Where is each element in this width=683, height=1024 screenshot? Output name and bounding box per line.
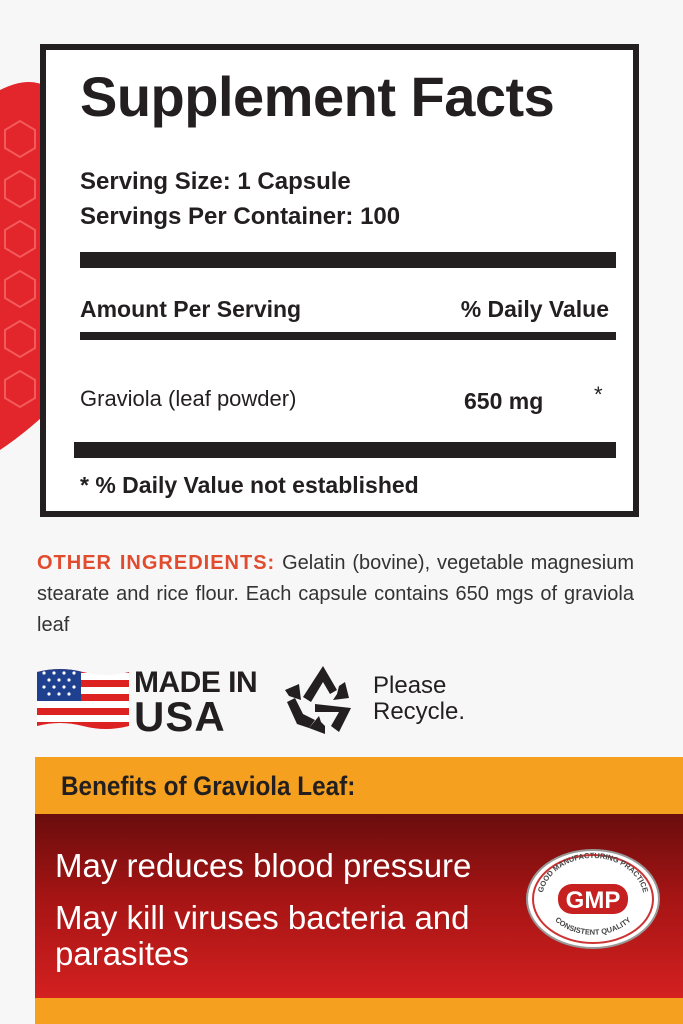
other-ingredients-label: OTHER INGREDIENTS: bbox=[37, 552, 276, 574]
made-in-text: MADE IN bbox=[134, 666, 258, 699]
footnote: * % Daily Value not established bbox=[80, 472, 419, 498]
recycle-line-2: Recycle. bbox=[373, 698, 466, 725]
footer-band bbox=[35, 998, 683, 1024]
amount-header: Amount Per Serving bbox=[80, 296, 302, 322]
gmp-seal-icon bbox=[524, 848, 662, 950]
other-ingredients-text: Gelatin (bovine), vegetable magnesium stearate and rice flour. Each capsule contains 650 mgs of graviola leaf bbox=[37, 552, 634, 636]
benefit-item: May kill viruses bacteria and parasites bbox=[55, 899, 470, 972]
recycle-line-1: Please bbox=[373, 672, 447, 699]
ingredient-daily-value: * bbox=[594, 382, 603, 407]
benefits-title: Benefits of Graviola Leaf: bbox=[61, 771, 356, 801]
gmp-top-text: GOOD MANUFACTURING PRACTICE bbox=[535, 850, 651, 894]
serving-info bbox=[80, 164, 400, 234]
benefit-item: May reduces blood pressure bbox=[55, 847, 472, 884]
servings-per-container: Servings Per Container: 100 bbox=[80, 203, 401, 230]
supplement-facts-panel bbox=[40, 44, 639, 517]
please-recycle-text bbox=[373, 673, 465, 725]
panel-title: Supplement Facts bbox=[80, 65, 555, 128]
serving-size: Serving Size: 1 Capsule bbox=[80, 168, 351, 195]
divider bbox=[74, 442, 616, 458]
gmp-bottom-text: CONSISTENT QUALITY bbox=[553, 915, 633, 937]
divider bbox=[80, 252, 616, 268]
divider bbox=[80, 332, 616, 340]
ingredient-amount: 650 mg bbox=[464, 388, 544, 414]
daily-value-header: % Daily Value bbox=[460, 296, 609, 322]
recycle-icon bbox=[285, 662, 361, 738]
us-flag-icon bbox=[37, 666, 129, 732]
ingredient-name: Graviola (leaf powder) bbox=[80, 386, 297, 411]
usa-text: USA bbox=[134, 693, 226, 740]
benefits-header bbox=[35, 757, 683, 814]
other-ingredients bbox=[37, 548, 634, 641]
gmp-center-text: GMP bbox=[565, 887, 621, 914]
